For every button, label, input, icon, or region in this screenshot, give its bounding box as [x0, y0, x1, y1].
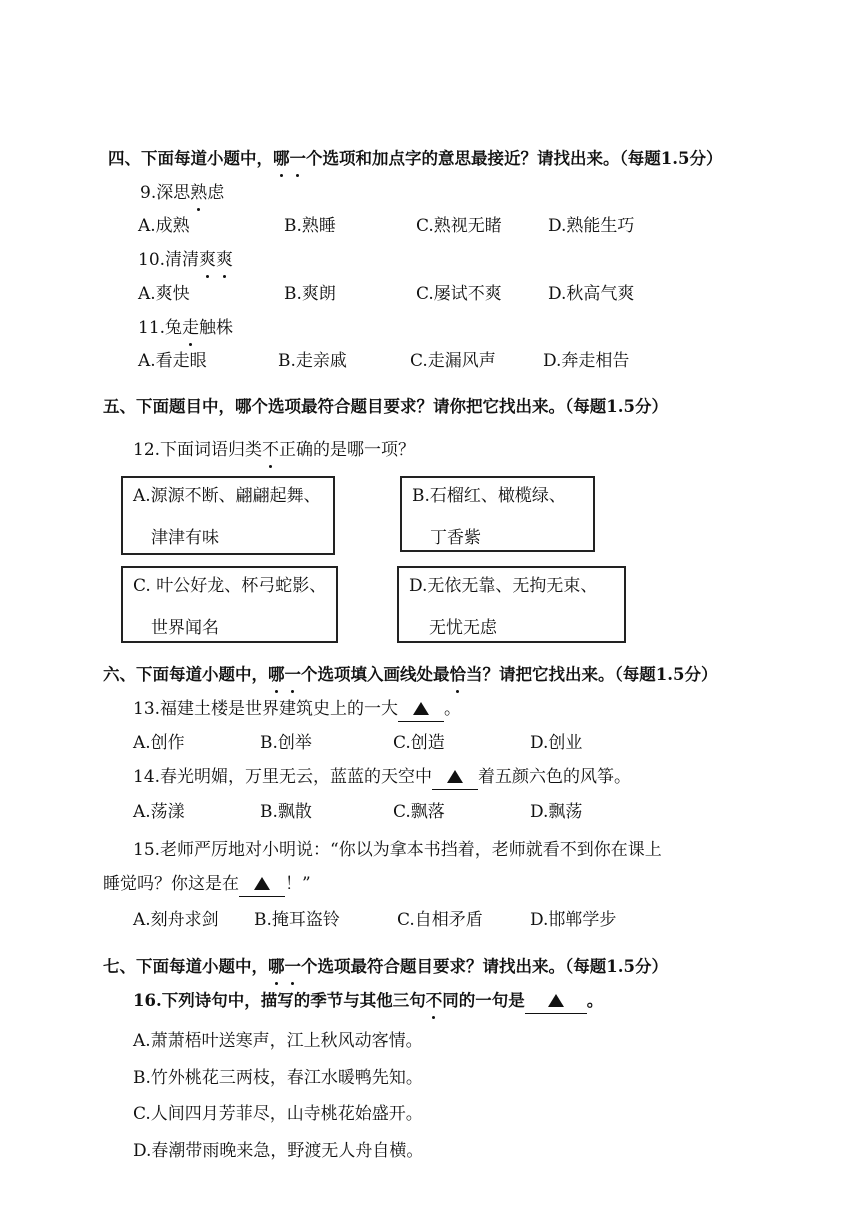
q11-option-a: A.看走眼 — [138, 351, 207, 371]
q15-blank — [239, 872, 285, 897]
q12-option-b-line1: B.石榴红、橄榄绿、 — [412, 486, 566, 506]
q11-option-b: B.走亲戚 — [278, 351, 347, 371]
q12-option-d-line2: 无忧无虑 — [429, 618, 497, 638]
q16-option-c: C.人间四月芳菲尽，山寺桃花始盛开。 — [133, 1104, 423, 1124]
q13-option-a: A.创作 — [133, 733, 185, 753]
q14-option-b: B.飘散 — [260, 802, 312, 822]
section-6-heading: 六、下面每道小题中，哪一个选项填入画线处最恰当？请把它找出来。（每题1.5分） — [103, 663, 717, 687]
q16-blank — [525, 989, 587, 1014]
q9-option-d: D.熟能生巧 — [548, 216, 635, 236]
q13-stem: 13.福建土楼是世界建筑史上的一大 。 — [133, 697, 461, 722]
q9-stem: 9.深思熟虑 — [140, 183, 225, 203]
q11-option-d: D.奔走相告 — [543, 351, 630, 371]
q16-option-b: B.竹外桃花三两枝，春江水暖鸭先知。 — [133, 1068, 423, 1088]
q16-option-d: D.春潮带雨晚来急，野渡无人舟自横。 — [133, 1141, 424, 1161]
section-7-heading: 七、下面每道小题中，哪一个选项最符合题目要求？请找出来。（每题1.5分） — [103, 955, 668, 979]
q15-option-a: A.刻舟求剑 — [133, 910, 219, 930]
q15-stem-line2: 睡觉吗？你这是在 ！” — [103, 872, 311, 897]
q15-stem-line1: 15.老师严厉地对小明说：“你以为拿本书挡着，老师就看不到你在课上 — [133, 840, 662, 860]
q10-option-c: C.屡试不爽 — [416, 284, 502, 304]
q15-option-c: C.自相矛盾 — [397, 910, 483, 930]
q12-option-c-box — [121, 566, 338, 643]
q12-option-b-box — [400, 476, 595, 552]
q10-option-a: A.爽快 — [138, 284, 190, 304]
q15-option-d: D.邯郸学步 — [530, 910, 617, 930]
q13-option-c: C.创造 — [393, 733, 445, 753]
q10-option-b: B.爽朗 — [284, 284, 336, 304]
q12-option-a-line1: A.源源不断、翩翩起舞、 — [133, 486, 321, 506]
q12-stem: 12.下面词语归类不正确的是哪一项？ — [133, 440, 416, 460]
q14-option-a: A.荡漾 — [133, 802, 185, 822]
q12-option-b-line2: 丁香紫 — [430, 528, 481, 548]
section-5-heading: 五、下面题目中，哪个选项最符合题目要求？请你把它找出来。（每题1.5分） — [103, 397, 668, 416]
q12-option-a-line2: 津津有味 — [151, 528, 219, 548]
q14-option-d: D.飘荡 — [530, 802, 583, 822]
q14-stem: 14.春光明媚，万里无云，蓝蓝的天空中 着五颜六色的风筝。 — [133, 765, 631, 790]
q16-stem: 16.下列诗句中，描写的季节与其他三句不同的一句是 。 — [133, 989, 603, 1014]
q9-option-b: B.熟睡 — [284, 216, 336, 236]
section-4-heading: 四、下面每道小题中，哪一个选项和加点字的意思最接近？请找出来。（每题1.5分） — [108, 147, 722, 171]
q9-option-c: C.熟视无睹 — [416, 216, 502, 236]
q10-option-d: D.秋高气爽 — [548, 284, 635, 304]
q11-option-c: C.走漏风声 — [410, 351, 496, 371]
q11-stem: 11.兔走触株 — [138, 318, 234, 338]
q13-option-d: D.创业 — [530, 733, 583, 753]
q16-option-a: A.萧萧梧叶送寒声，江上秋风动客情。 — [133, 1031, 423, 1051]
triangle-icon — [447, 770, 463, 783]
q12-option-d-line1: D.无依无靠、无拘无束、 — [409, 576, 598, 596]
q14-option-c: C.飘落 — [393, 802, 445, 822]
q12-option-a-box — [121, 476, 335, 555]
q12-option-d-box — [397, 566, 626, 643]
q12-option-c-line2: 世界闻名 — [151, 618, 219, 638]
triangle-icon — [254, 877, 270, 890]
q12-option-c-line1: C. 叶公好龙、杯弓蛇影、 — [133, 576, 327, 596]
triangle-icon — [548, 994, 564, 1007]
q9-option-a: A.成熟 — [138, 216, 190, 236]
q14-blank — [432, 765, 478, 790]
q15-option-b: B.掩耳盗铃 — [254, 910, 340, 930]
triangle-icon — [413, 702, 429, 715]
q13-option-b: B.创举 — [260, 733, 312, 753]
q13-blank — [398, 697, 444, 722]
q10-stem: 10.清清爽爽 — [138, 250, 234, 270]
